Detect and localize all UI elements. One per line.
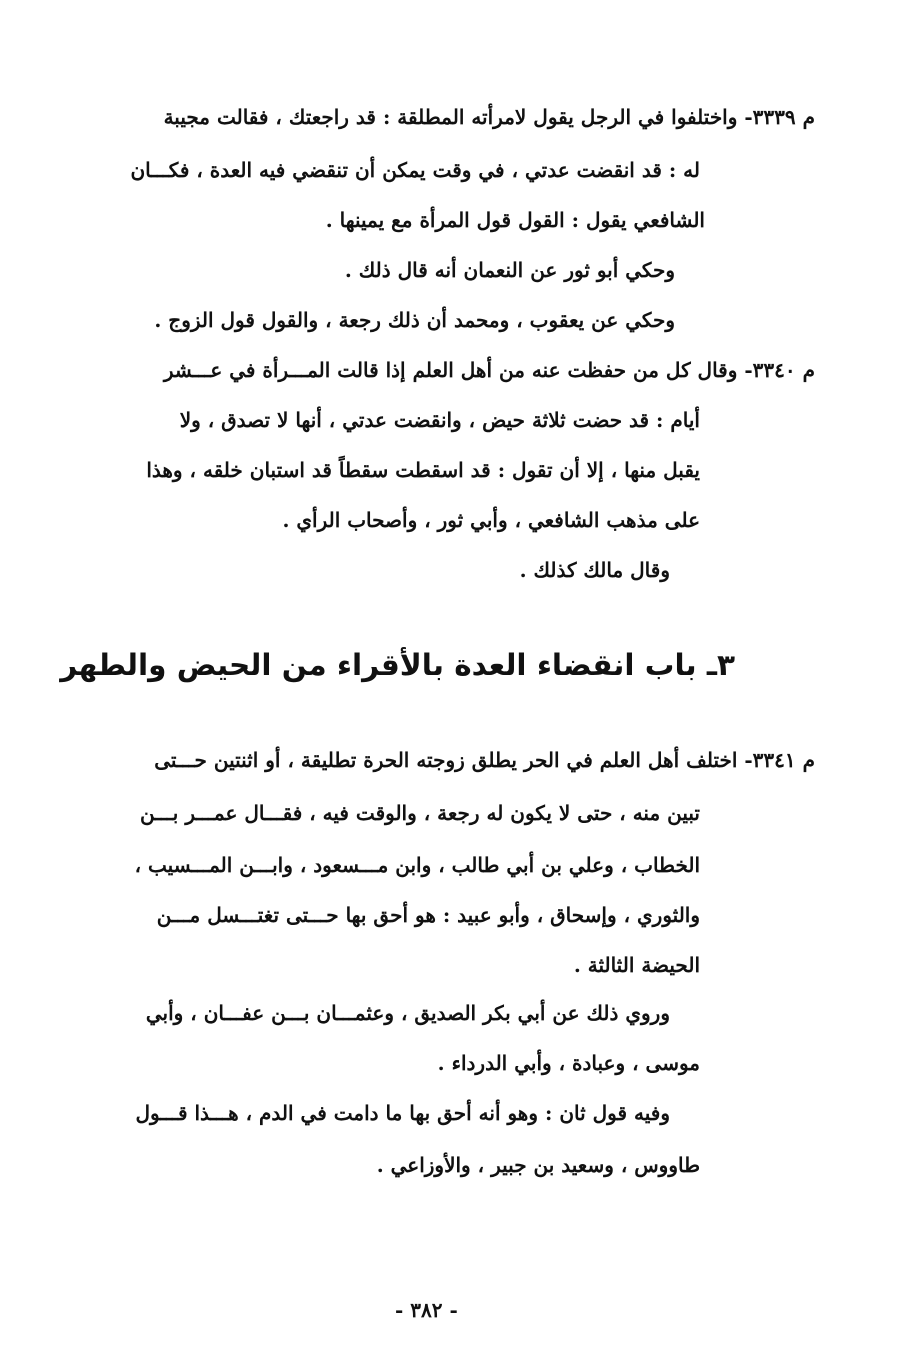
entry-3341-line-1: م ٣٣٤١- اختلف أهل العلم في الحر يطلق زوجته الحرة تطليقة ، أو اثنتين حـــتى: [154, 748, 815, 772]
entry-3341-line-2: تبين منه ، حتى لا يكون له رجعة ، والوقت فيه ، فقـــال عمـــر بـــن: [139, 801, 700, 825]
chapter-title: ٣ـ باب انقضاء العدة بالأقراء من الحيض والطهر: [60, 648, 735, 682]
entry-3341-line-6: وروي ذلك عن أبي بكر الصديق ، وعثمـــان بـــن عفـــان ، وأبي: [145, 1001, 670, 1025]
entry-3339-line-2: له : قد انقضت عدتي ، في وقت يمكن أن تنقضي فيه العدة ، فكـــان: [130, 158, 700, 182]
entry-3341-line-4: والثوري ، وإسحاق ، وأبو عبيد : هو أحق بها حـــتى تغتـــسل مـــن: [156, 903, 700, 927]
entry-3339-line-5: وحكي عن يعقوب ، ومحمد أن ذلك رجعة ، والقول قول الزوج .: [154, 308, 675, 332]
entry-3341-line-8: وفيه قول ثان : وهو أنه أحق بها ما دامت في الدم ، هـــذا قـــول: [135, 1101, 670, 1125]
entry-3339-line-4: وحكي أبو ثور عن النعمان أنه قال ذلك .: [344, 258, 675, 282]
entry-3341-line-5: الحيضة الثالثة .: [573, 953, 700, 977]
entry-3341-line-9: طاووس ، وسعيد بن جبير ، والأوزاعي .: [376, 1153, 700, 1177]
entry-3340-line-3: يقبل منها ، إلا أن تقول : قد اسقطت سقطاً قد استبان خلقه ، وهذا: [146, 458, 700, 482]
entry-3340-line-5: وقال مالك كذلك .: [519, 558, 670, 582]
entry-3340-line-4: على مذهب الشافعي ، وأبي ثور ، وأصحاب الرأي .: [282, 508, 700, 532]
page-number: - ٣٨٢ -: [395, 1298, 458, 1322]
entry-3339-line-1: م ٣٣٣٩- واختلفوا في الرجل يقول لامرأته المطلقة : قد راجعتك ، فقالت مجيبة: [163, 105, 815, 129]
entry-3341-line-3: الخطاب ، وعلي بن أبي طالب ، وابن مـــسعود ، وابـــن المـــسيب ،: [134, 853, 700, 877]
entry-3339-line-3: الشافعي يقول : القول قول المرأة مع يمينها .: [325, 208, 705, 232]
entry-3340-line-2: أيام : قد حضت ثلاثة حيض ، وانقضت عدتي ، أنها لا تصدق ، ولا: [179, 408, 700, 432]
entry-3340-line-1: م ٣٣٤٠- وقال كل من حفظت عنه من أهل العلم إذا قالت المـــرأة في عـــشر: [163, 358, 815, 382]
entry-3341-line-7: موسى ، وعبادة ، وأبي الدرداء .: [437, 1051, 700, 1075]
